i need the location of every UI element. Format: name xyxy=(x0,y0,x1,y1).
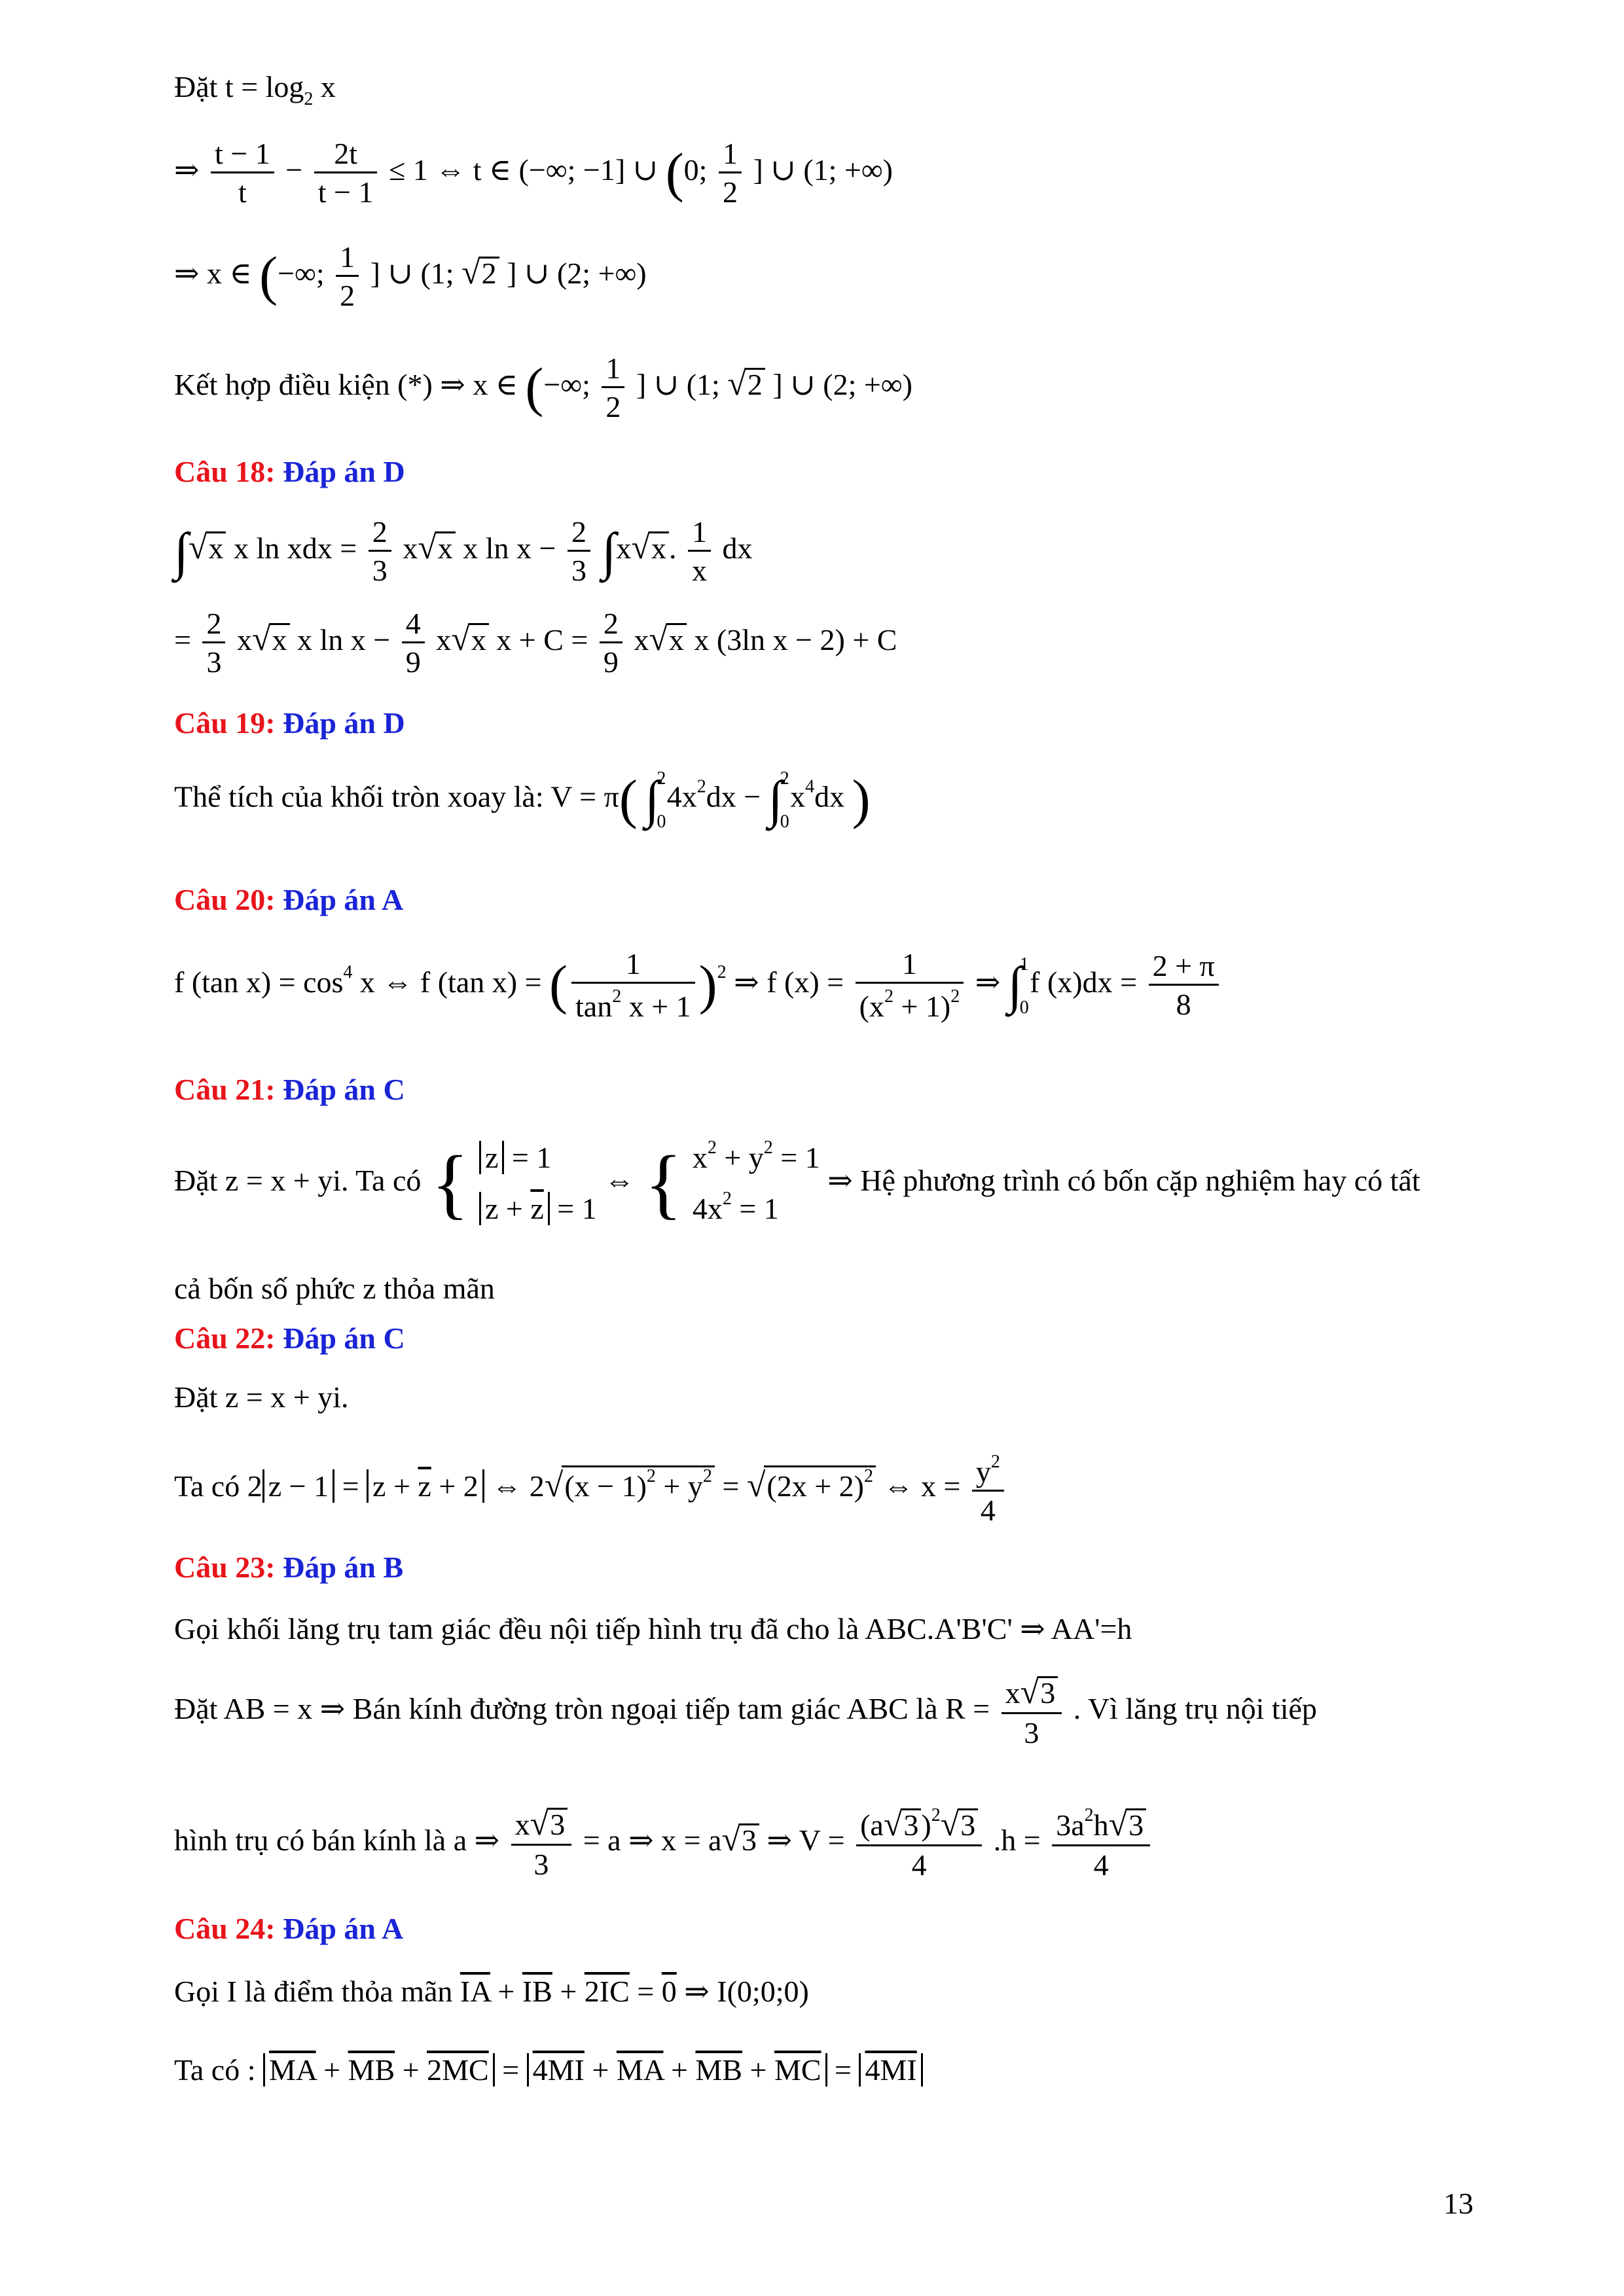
q21-line-2: cả bốn số phức z thỏa mãn xyxy=(174,1272,495,1305)
q18-line-2: = $\frac{2}{3}$ x√x x ln x − $\frac{4}{9}$ x√x x + C = $\frac{2}{9}$ x√x x (3ln x − 2) + C xyxy=(174,607,897,679)
fraction: $\frac{2t}{t - 1}$ xyxy=(314,139,378,207)
equation-system: z = 1 $z + \overline{z} = 1$ xyxy=(479,1132,597,1234)
fraction: $\frac{2}{9}$ xyxy=(600,609,623,677)
fraction: $\frac{1}{\tan^2 x + 1}$ xyxy=(571,949,695,1022)
q24-line-2: Ta có : $\overline{MA} + \overline{MB} + 2MC = 4MI + \overline{MA} + \overline{MB} + \overline{MC} = 4MI$ xyxy=(174,2055,923,2085)
q22-heading: Câu 22: Đáp án C xyxy=(174,1321,405,1355)
fraction: $\frac{t - 1}{t}$ xyxy=(211,139,274,207)
q22-line-1: Đặt z = x + yi. xyxy=(174,1380,349,1414)
q21-heading: Câu 21: Đáp án C xyxy=(174,1073,405,1106)
fraction: $\frac{3a^2h√3}{4}$ xyxy=(1052,1806,1150,1880)
q23-line-2: Đặt AB = x ⇒ Bán kính đường tròn ngoại tiếp tam giác ABC là R = $\frac{x√3}{3}$ . Vì lăng trụ nội tiếp xyxy=(174,1674,1317,1749)
fraction: $\frac{2 + \pi}{8}$ xyxy=(1149,951,1219,1020)
fraction: $\frac{1}{2}$ xyxy=(719,139,742,207)
q23-heading: Câu 23: Đáp án B xyxy=(174,1551,404,1584)
q24-line-1: Gọi I là điểm thỏa mãn $\overline{IA} + \overline{IB} + 2IC = 0$ ⇒ I(0;0;0) xyxy=(174,1975,809,2008)
fraction: $\frac{1}{x}$ xyxy=(688,517,711,586)
q22-line-2: Ta có 2 $z - 1 = z + \overline{z} + 2$ ⇔ $2√(x - 1)^2 + y^2 = √(2x + 2)^2$ ⇔ x = $\frac{y^2}{4}$ xyxy=(174,1453,1008,1526)
fraction: $\frac{(a√3)^2√3}{4}$ xyxy=(856,1806,982,1880)
q17-line-1: Đặt $t = \log_2 x$ xyxy=(174,70,336,109)
q19-heading: Câu 19: Đáp án D xyxy=(174,706,405,740)
equation-system: $x^2 + y^2 = 1$ $4x^2 = 1$ xyxy=(692,1138,820,1226)
q18-line-1: ∫√x x ln xdx = $\frac{2}{3}$ x√x x ln x − $\frac{2}{3}$ ∫x√x. $\frac{1}{x}$ dx xyxy=(174,515,753,587)
q24-heading: Câu 24: Đáp án A xyxy=(174,1912,404,1945)
page-number: 13 xyxy=(1443,2187,1473,2220)
fraction: $\frac{y^2}{4}$ xyxy=(972,1453,1004,1526)
fraction: $\frac{2}{3}$ xyxy=(202,609,225,677)
q18-heading: Câu 18: Đáp án D xyxy=(174,455,405,488)
q21-line-1: Đặt z = x + yi. Ta có { z = 1 $z + \overline{z} = 1$ ⇔ { $x^2 + y^2 = 1$ $4x^2 = 1$ ⇒ Hệ phương trình có bốn cặp nghiệm hay có tất xyxy=(174,1132,1420,1234)
q17-line-4: Kết hợp điều kiện (*) ⇒ x ∈ (−∞; $\frac{1}{2}$ ] ∪ (1; √2 ] ∪ (2; +∞) xyxy=(174,351,912,423)
q17-line-2: ⇒ $\frac{t - 1}{t}$ − $\frac{2t}{t - 1}$ ≤ 1 ⇔ t ∈ (−∞; −1] ∪ (0; $\frac{1}{2}$ ] ∪ (1; +∞) xyxy=(174,137,893,209)
q23-line-3: hình trụ có bán kính là a ⇒ $\frac{x√3}{3}$ = a ⇒ x = a√3 ⇒ V = $\frac{(a√3)^2√3}{4}$ .h = $\frac{3a^2h√3}{4}$ xyxy=(174,1806,1154,1880)
fraction: $\frac{4}{9}$ xyxy=(402,609,425,677)
q19-line-1: Thể tích của khối tròn xoay là: V = π( ∫ 2 0 $4x^2dx$ − ∫ 2 0 $x^4dx$ ) xyxy=(174,768,871,832)
fraction: $\frac{2}{3}$ xyxy=(369,517,391,586)
fraction: $\frac{x√3}{3}$ xyxy=(511,1807,572,1880)
q17-line-3: ⇒ x ∈ (−∞; $\frac{1}{2}$ ] ∪ (1; √2 ] ∪ (2; +∞) xyxy=(174,240,647,312)
fraction: $\frac{x√3}{3}$ xyxy=(1001,1676,1062,1748)
q23-line-1: Gọi khối lăng trụ tam giác đều nội tiếp hình trụ đã cho là ABC.A'B'C' ⇒ AA'=h xyxy=(174,1612,1132,1645)
fraction: $\frac{2}{3}$ xyxy=(568,517,590,586)
fraction: $\frac{1}{2}$ xyxy=(602,353,624,422)
fraction: $\frac{1}{2}$ xyxy=(336,242,359,311)
fraction: $\frac{1}{(x^2 + 1)^2}$ xyxy=(856,949,964,1022)
q20-heading: Câu 20: Đáp án A xyxy=(174,883,404,916)
q20-line-1: f (tan $x) = \cos^4 x$ ⇔ f (tan x) = ( $\frac{1}{\tan^2 x + 1}$ )$^2$ ⇒ f (x) = $\frac{1}{(x^2 + 1)^2}$ ⇒ ∫ 1 0 f (x)dx = $\frac{2 + \pi}{8}$ xyxy=(174,949,1223,1022)
